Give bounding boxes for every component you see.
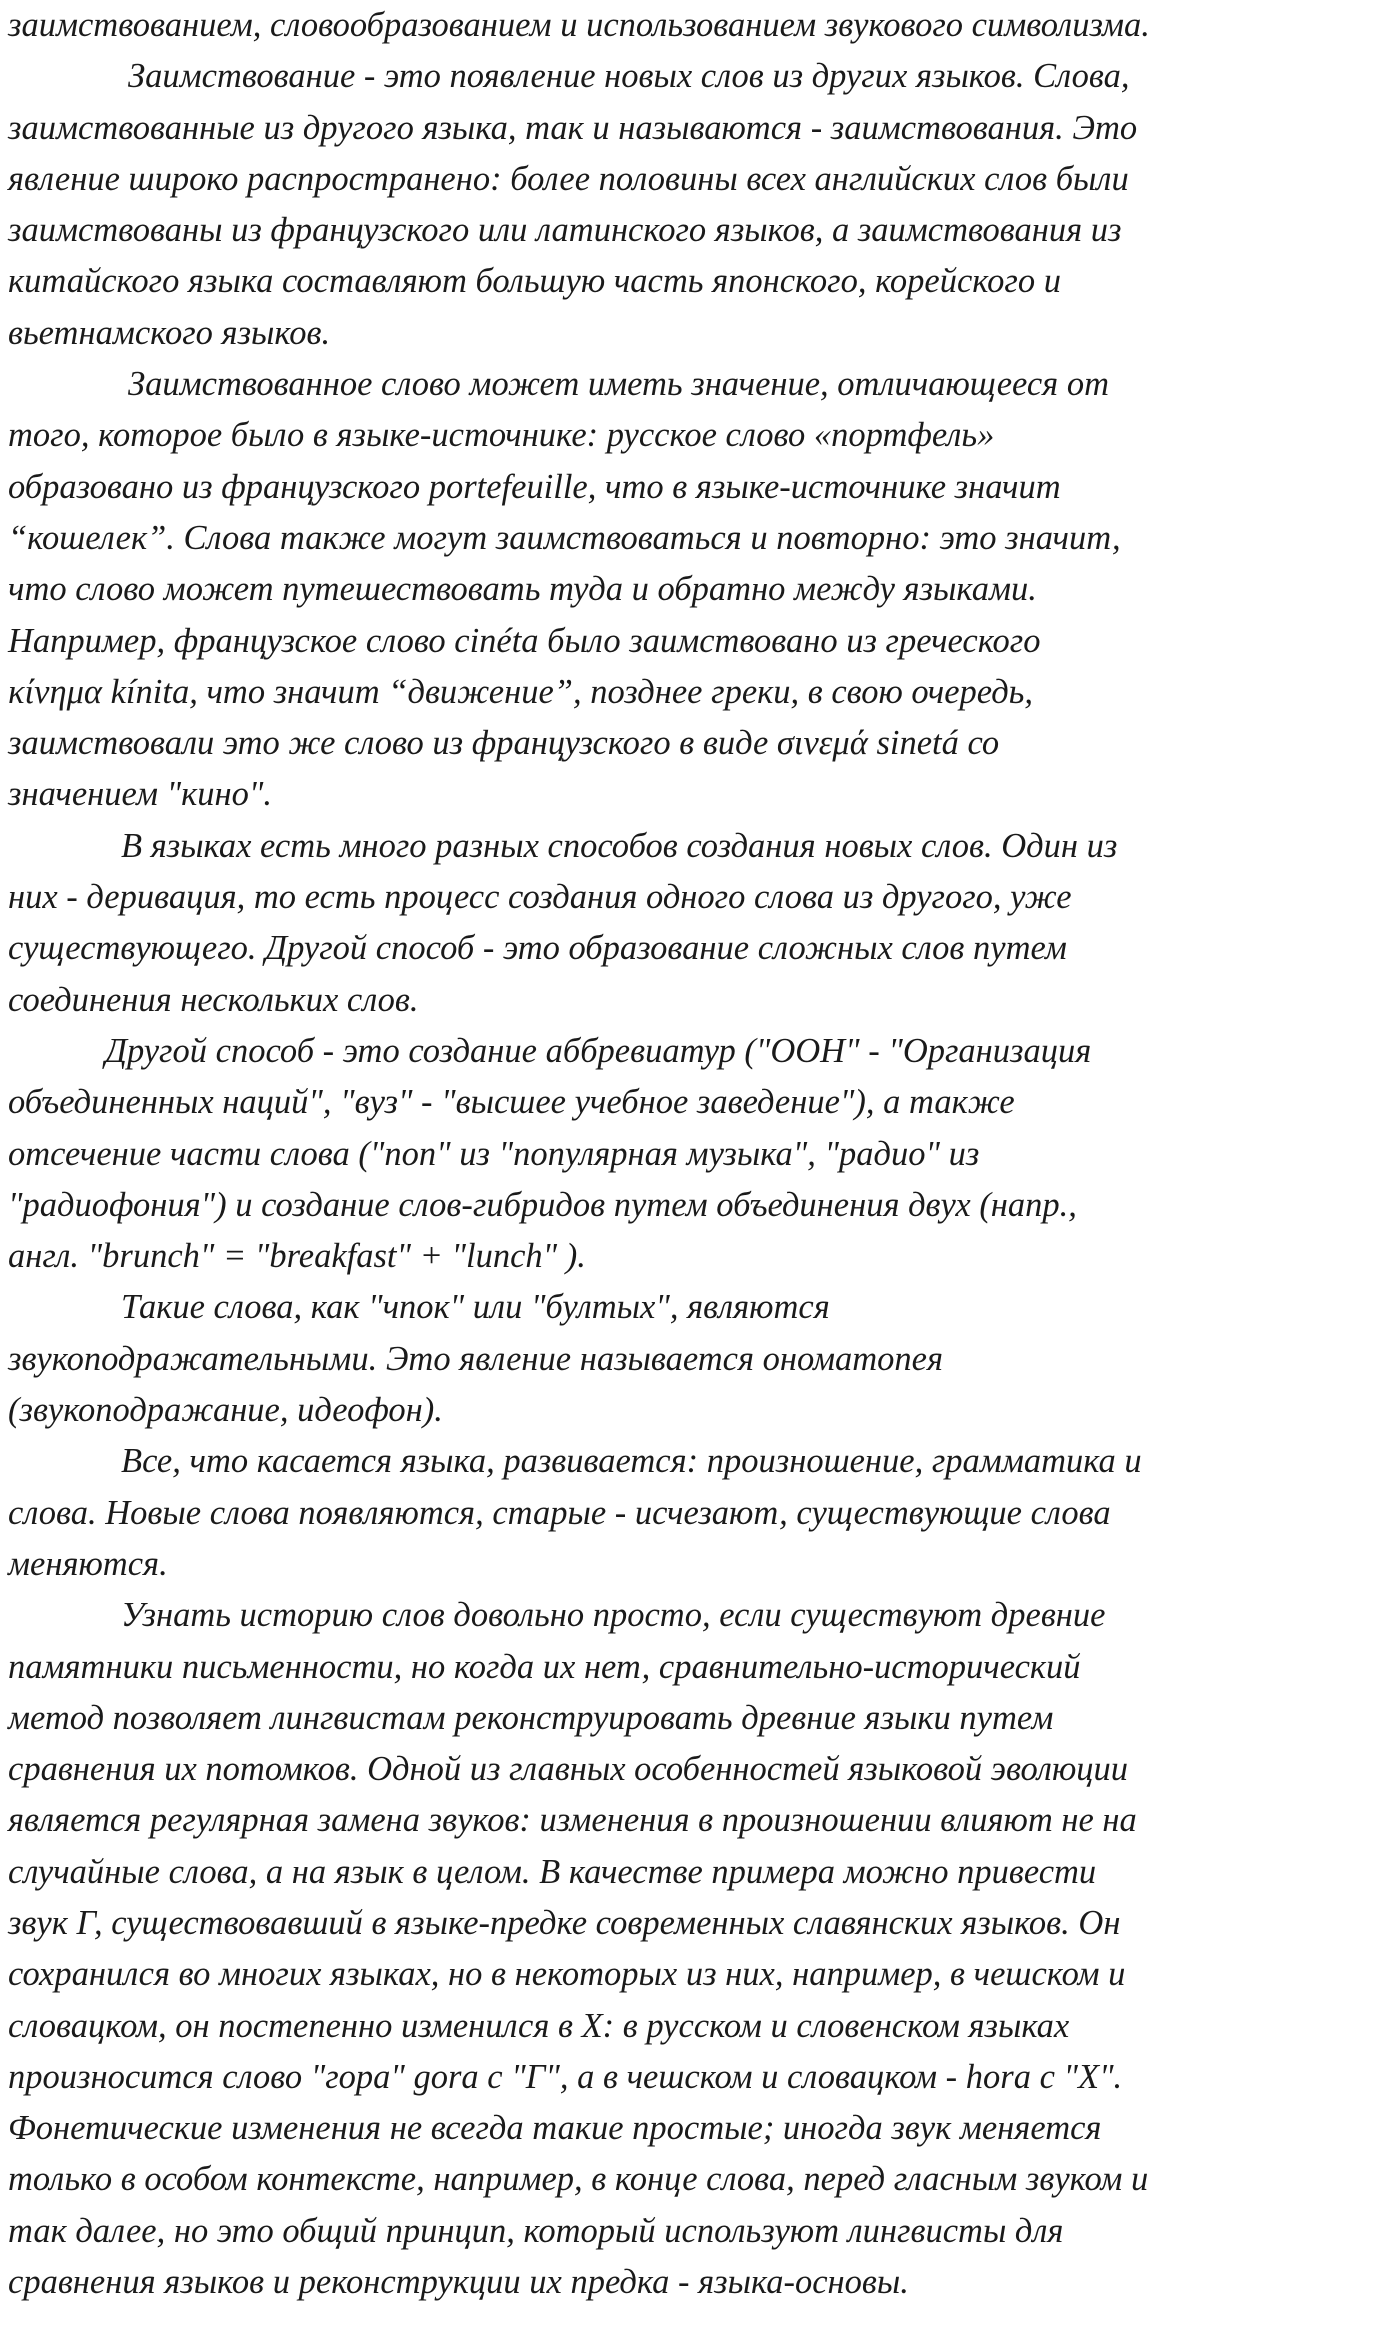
- paragraph-line: англ. "brunch" = "breakfast" + "lunch" ).: [8, 1237, 586, 1276]
- paragraph-line: Узнать историю слов довольно просто, если существуют древние: [121, 1596, 1106, 1635]
- paragraph-line: Фонетические изменения не всегда такие простые; иногда звук меняется: [8, 2109, 1102, 2148]
- paragraph-line: сравнения их потомков. Одной из главных особенностей языковой эволюции: [8, 1750, 1129, 1789]
- paragraph: [8, 1590, 1393, 2308]
- paragraph-line: Все, что касается языка, развивается: произношение, грамматика и: [121, 1442, 1142, 1481]
- paragraph-line: κίνημα kínita, что значит “движение”, позднее греки, в свою очередь,: [8, 672, 1034, 711]
- paragraph-line: Заимствование - это появление новых слов из других языков. Слова,: [128, 57, 1130, 96]
- paragraph: [8, 1026, 1393, 1282]
- paragraph-line: сохранился во многих языках, но в некоторых из них, например, в чешском и: [8, 1955, 1126, 1994]
- paragraph-line: явление широко распространено: более половины всех английских слов были: [8, 159, 1129, 198]
- paragraph-line: объединенных наций", "вуз" - "высшее учебное заведение"), а также: [8, 1083, 1015, 1122]
- paragraph-line: Другой способ - это создание аббревиатур ("ООН" - "Организация: [105, 1031, 1092, 1070]
- paragraph-line: что слово может путешествовать туда и обратно между языками.: [8, 570, 1037, 609]
- paragraph-line: заимствованные из другого языка, так и называются - заимствования. Это: [8, 108, 1138, 147]
- paragraph-line: метод позволяет лингвистам реконструировать древние языки путем: [8, 1698, 1054, 1737]
- paragraph-line: существующего. Другой способ - это образование сложных слов путем: [8, 929, 1067, 968]
- paragraph-line: значением "кино".: [8, 775, 272, 814]
- document-page: [8, 0, 1393, 2308]
- paragraph-line: Заимствованное слово может иметь значение, отличающееся от: [128, 365, 1110, 404]
- paragraph-line: словацком, он постепенно изменился в Х: в русском и словенском языках: [8, 2006, 1070, 2045]
- paragraph: [8, 821, 1393, 1026]
- paragraph-line: заимствованием, словообразованием и использованием звукового символизма.: [8, 6, 1150, 44]
- paragraph-line: звук Г, существовавший в языке-предке современных славянских языков. Он: [8, 1903, 1121, 1942]
- paragraph-line: вьетнамского языков.: [8, 313, 331, 352]
- paragraph: [8, 1436, 1393, 1590]
- paragraph: [8, 1282, 1393, 1436]
- paragraph-line: них - деривация, то есть процесс создания одного слова из другого, уже: [8, 878, 1072, 917]
- paragraph-line: отсечение части слова ("поп" из "популярная музыка", "радио" из: [8, 1134, 980, 1173]
- paragraph-line: произносится слово "гора" gora с "Г", а в чешском и словацком - hora с "Х".: [8, 2057, 1123, 2096]
- paragraph: [8, 51, 1393, 359]
- paragraph-line: сравнения языков и реконструкции их предка - языка-основы.: [8, 2263, 909, 2302]
- paragraph-line: “кошелек”. Слова также могут заимствоваться и повторно: это значит,: [8, 518, 1121, 557]
- paragraph-line: Такие слова, как "чпок" или "бултых", являются: [121, 1288, 830, 1327]
- paragraph-line: заимствовали это же слово из французского в виде σινεμά sinetá со: [8, 724, 1000, 763]
- paragraph-line: только в особом контексте, например, в конце слова, перед гласным звуком и: [8, 2160, 1149, 2199]
- paragraph-line: заимствованы из французского или латинского языков, а заимствования из: [8, 211, 1122, 250]
- paragraph-line: является регулярная замена звуков: изменения в произношении влияют не на: [8, 1801, 1137, 1840]
- paragraph-line: слова. Новые слова появляются, старые - исчезают, существующие слова: [8, 1493, 1111, 1532]
- paragraph-line: В языках есть много разных способов создания новых слов. Один из: [121, 826, 1118, 865]
- paragraph-line: (звукоподражание, идеофон).: [8, 1391, 443, 1430]
- paragraph-line: "радиофония") и создание слов-гибридов путем объединения двух (напр.,: [8, 1185, 1077, 1224]
- document-body: [8, 0, 1393, 2308]
- paragraph-line: того, которое было в языке-источнике: русское слово «портфель»: [8, 416, 995, 455]
- paragraph-line: образовано из французского portefeuille, что в языке-источнике значит: [8, 467, 1061, 506]
- paragraph-line: так далее, но это общий принцип, который используют лингвисты для: [8, 2211, 1064, 2250]
- paragraph-line: соединения нескольких слов.: [8, 980, 419, 1019]
- paragraph: [8, 359, 1393, 821]
- paragraph-line: звукоподражательными. Это явление называется ономатопея: [8, 1339, 943, 1378]
- paragraph-line: случайные слова, а на язык в целом. В качестве примера можно привести: [8, 1852, 1097, 1891]
- paragraph: [8, 0, 1393, 51]
- paragraph-line: памятники письменности, но когда их нет, сравнительно-исторический: [8, 1647, 1081, 1686]
- paragraph-line: Например, французское слово cinéta было заимствовано из греческого: [8, 621, 1041, 660]
- paragraph-line: китайского языка составляют большую часть японского, корейского и: [8, 262, 1061, 301]
- paragraph-line: меняются.: [8, 1544, 168, 1583]
